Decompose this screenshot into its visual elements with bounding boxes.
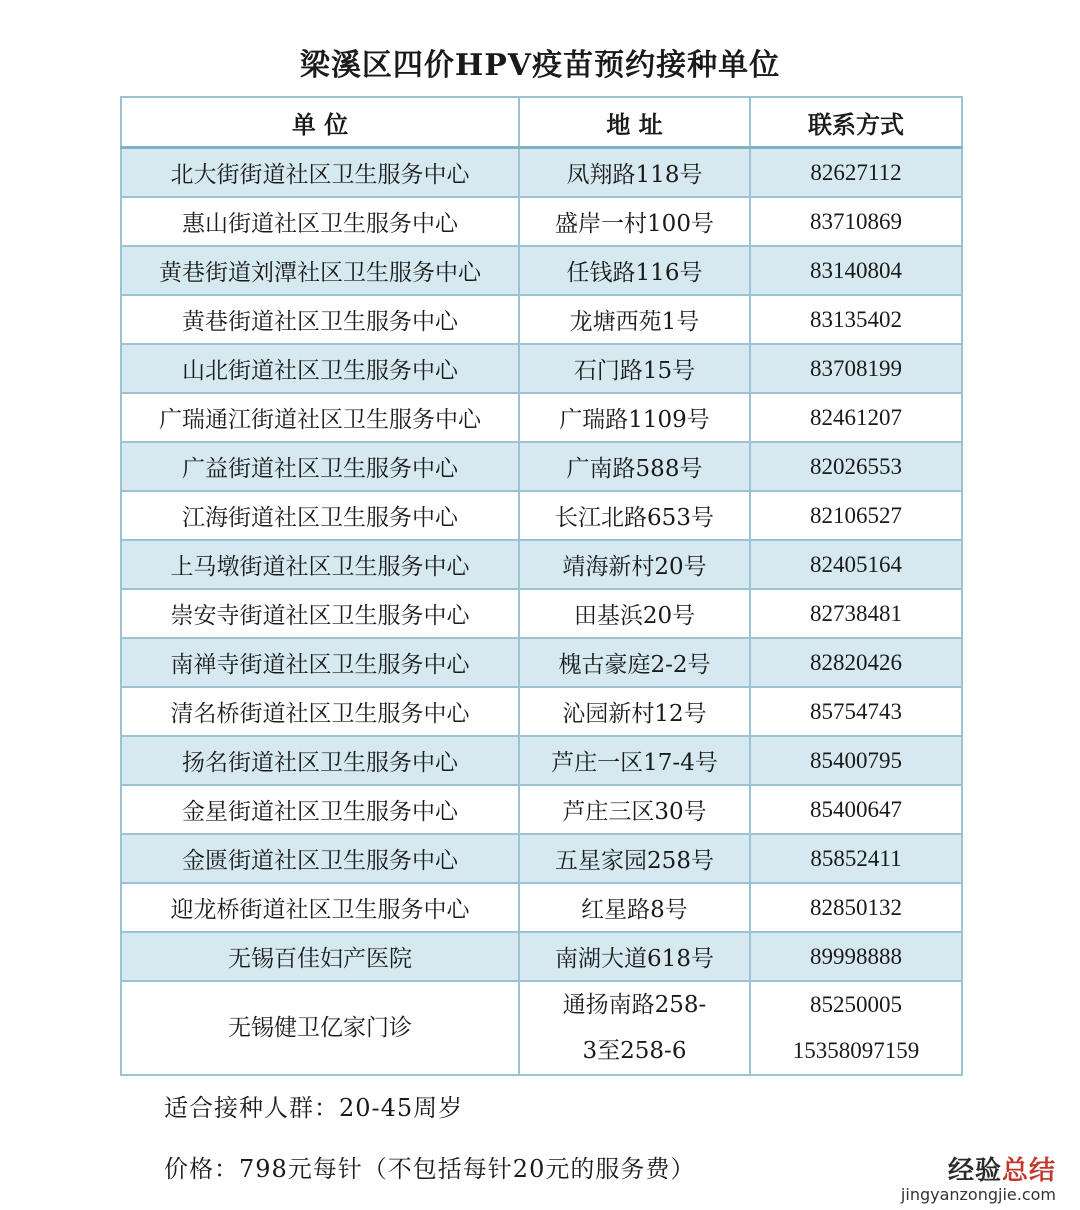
table-row [121,589,962,638]
eligible-note: 适合接种人群：20-45周岁 [164,1094,464,1122]
cell-address: 五星家园258号 [519,834,750,883]
table-row [121,736,962,785]
cell-phone: 85852411 [750,834,962,883]
cell-phone: 85400647 [750,785,962,834]
table-row [121,197,962,246]
vaccination-units-table [120,96,963,1076]
cell-phone: 82738481 [750,589,962,638]
header-address: 地 址 [519,97,750,148]
table-row [121,148,962,198]
cell-phone: 82026553 [750,442,962,491]
table-header-row [121,97,962,148]
notes [164,1088,695,1210]
table-row [121,687,962,736]
cell-phone [750,981,962,1075]
header-unit: 单 位 [121,97,519,148]
cell-phone: 82461207 [750,393,962,442]
address-line-1: 通扬南路258- [562,992,707,1018]
cell-address: 石门路15号 [519,344,750,393]
cell-unit: 无锡健卫亿家门诊 [121,981,519,1075]
cell-phone: 82405164 [750,540,962,589]
cell-phone: 83710869 [750,197,962,246]
table-row [121,540,962,589]
table-row [121,295,962,344]
cell-address: 龙塘西苑1号 [519,295,750,344]
cell-phone: 82627112 [750,148,962,198]
cell-address: 芦庄三区30号 [519,785,750,834]
cell-phone: 83135402 [750,295,962,344]
price-note: 价格：798元每针（不包括每针20元的服务费） [164,1155,696,1183]
table-row-last [121,981,962,1075]
cell-phone: 82106527 [750,491,962,540]
cell-unit: 黄巷街道刘潭社区卫生服务中心 [121,246,519,295]
table-row [121,393,962,442]
cell-unit: 黄巷街道社区卫生服务中心 [121,295,519,344]
cell-unit: 扬名街道社区卫生服务中心 [121,736,519,785]
cell-unit: 无锡百佳妇产医院 [121,932,519,981]
watermark-url: jingyanzongjie.com [900,1185,1056,1204]
cell-address: 凤翔路118号 [519,148,750,198]
cell-unit: 崇安寺街道社区卫生服务中心 [121,589,519,638]
table-row [121,785,962,834]
cell-address: 芦庄一区17-4号 [519,736,750,785]
address-line-2: 3至258-6 [582,1038,687,1064]
cell-unit: 广瑞通江街道社区卫生服务中心 [121,393,519,442]
cell-unit: 惠山街道社区卫生服务中心 [121,197,519,246]
cell-address: 红星路8号 [519,883,750,932]
page-title: 梁溪区四价HPV疫苗预约接种单位 [299,48,781,83]
watermark-black: 经验 [947,1156,1002,1186]
cell-address: 任钱路116号 [519,246,750,295]
cell-phone: 82820426 [750,638,962,687]
cell-phone: 82850132 [750,883,962,932]
cell-address: 南湖大道618号 [519,932,750,981]
table-row [121,932,962,981]
cell-phone: 89998888 [750,932,962,981]
phone-line-2: 15358097159 [792,1038,920,1063]
cell-address: 广瑞路1109号 [519,393,750,442]
table-row [121,491,962,540]
cell-unit: 江海街道社区卫生服务中心 [121,491,519,540]
cell-address [519,981,750,1075]
cell-phone: 83708199 [750,344,962,393]
cell-phone: 85754743 [750,687,962,736]
watermark-red: 总结 [1001,1156,1056,1186]
cell-address: 广南路588号 [519,442,750,491]
cell-unit: 清名桥街道社区卫生服务中心 [121,687,519,736]
table-row [121,834,962,883]
cell-address: 长江北路653号 [519,491,750,540]
cell-unit: 金匮街道社区卫生服务中心 [121,834,519,883]
cell-address: 盛岸一村100号 [519,197,750,246]
watermark-logo [901,1150,1056,1187]
table-row [121,442,962,491]
cell-address: 沁园新村12号 [519,687,750,736]
cell-unit: 金星街道社区卫生服务中心 [121,785,519,834]
table-row [121,638,962,687]
cell-unit: 山北街道社区卫生服务中心 [121,344,519,393]
cell-address: 靖海新村20号 [519,540,750,589]
header-phone: 联系方式 [750,97,962,148]
table-row [121,883,962,932]
cell-phone: 85400795 [750,736,962,785]
cell-phone: 83140804 [750,246,962,295]
cell-unit: 北大街街道社区卫生服务中心 [121,148,519,198]
cell-unit: 上马墩街道社区卫生服务中心 [121,540,519,589]
cell-address: 槐古豪庭2-2号 [519,638,750,687]
cell-unit: 迎龙桥街道社区卫生服务中心 [121,883,519,932]
table-row [121,344,962,393]
phone-line-1: 85250005 [810,992,902,1017]
table-row [121,246,962,295]
cell-unit: 南禅寺街道社区卫生服务中心 [121,638,519,687]
cell-unit: 广益街道社区卫生服务中心 [121,442,519,491]
watermark [901,1150,1056,1204]
cell-address: 田基浜20号 [519,589,750,638]
